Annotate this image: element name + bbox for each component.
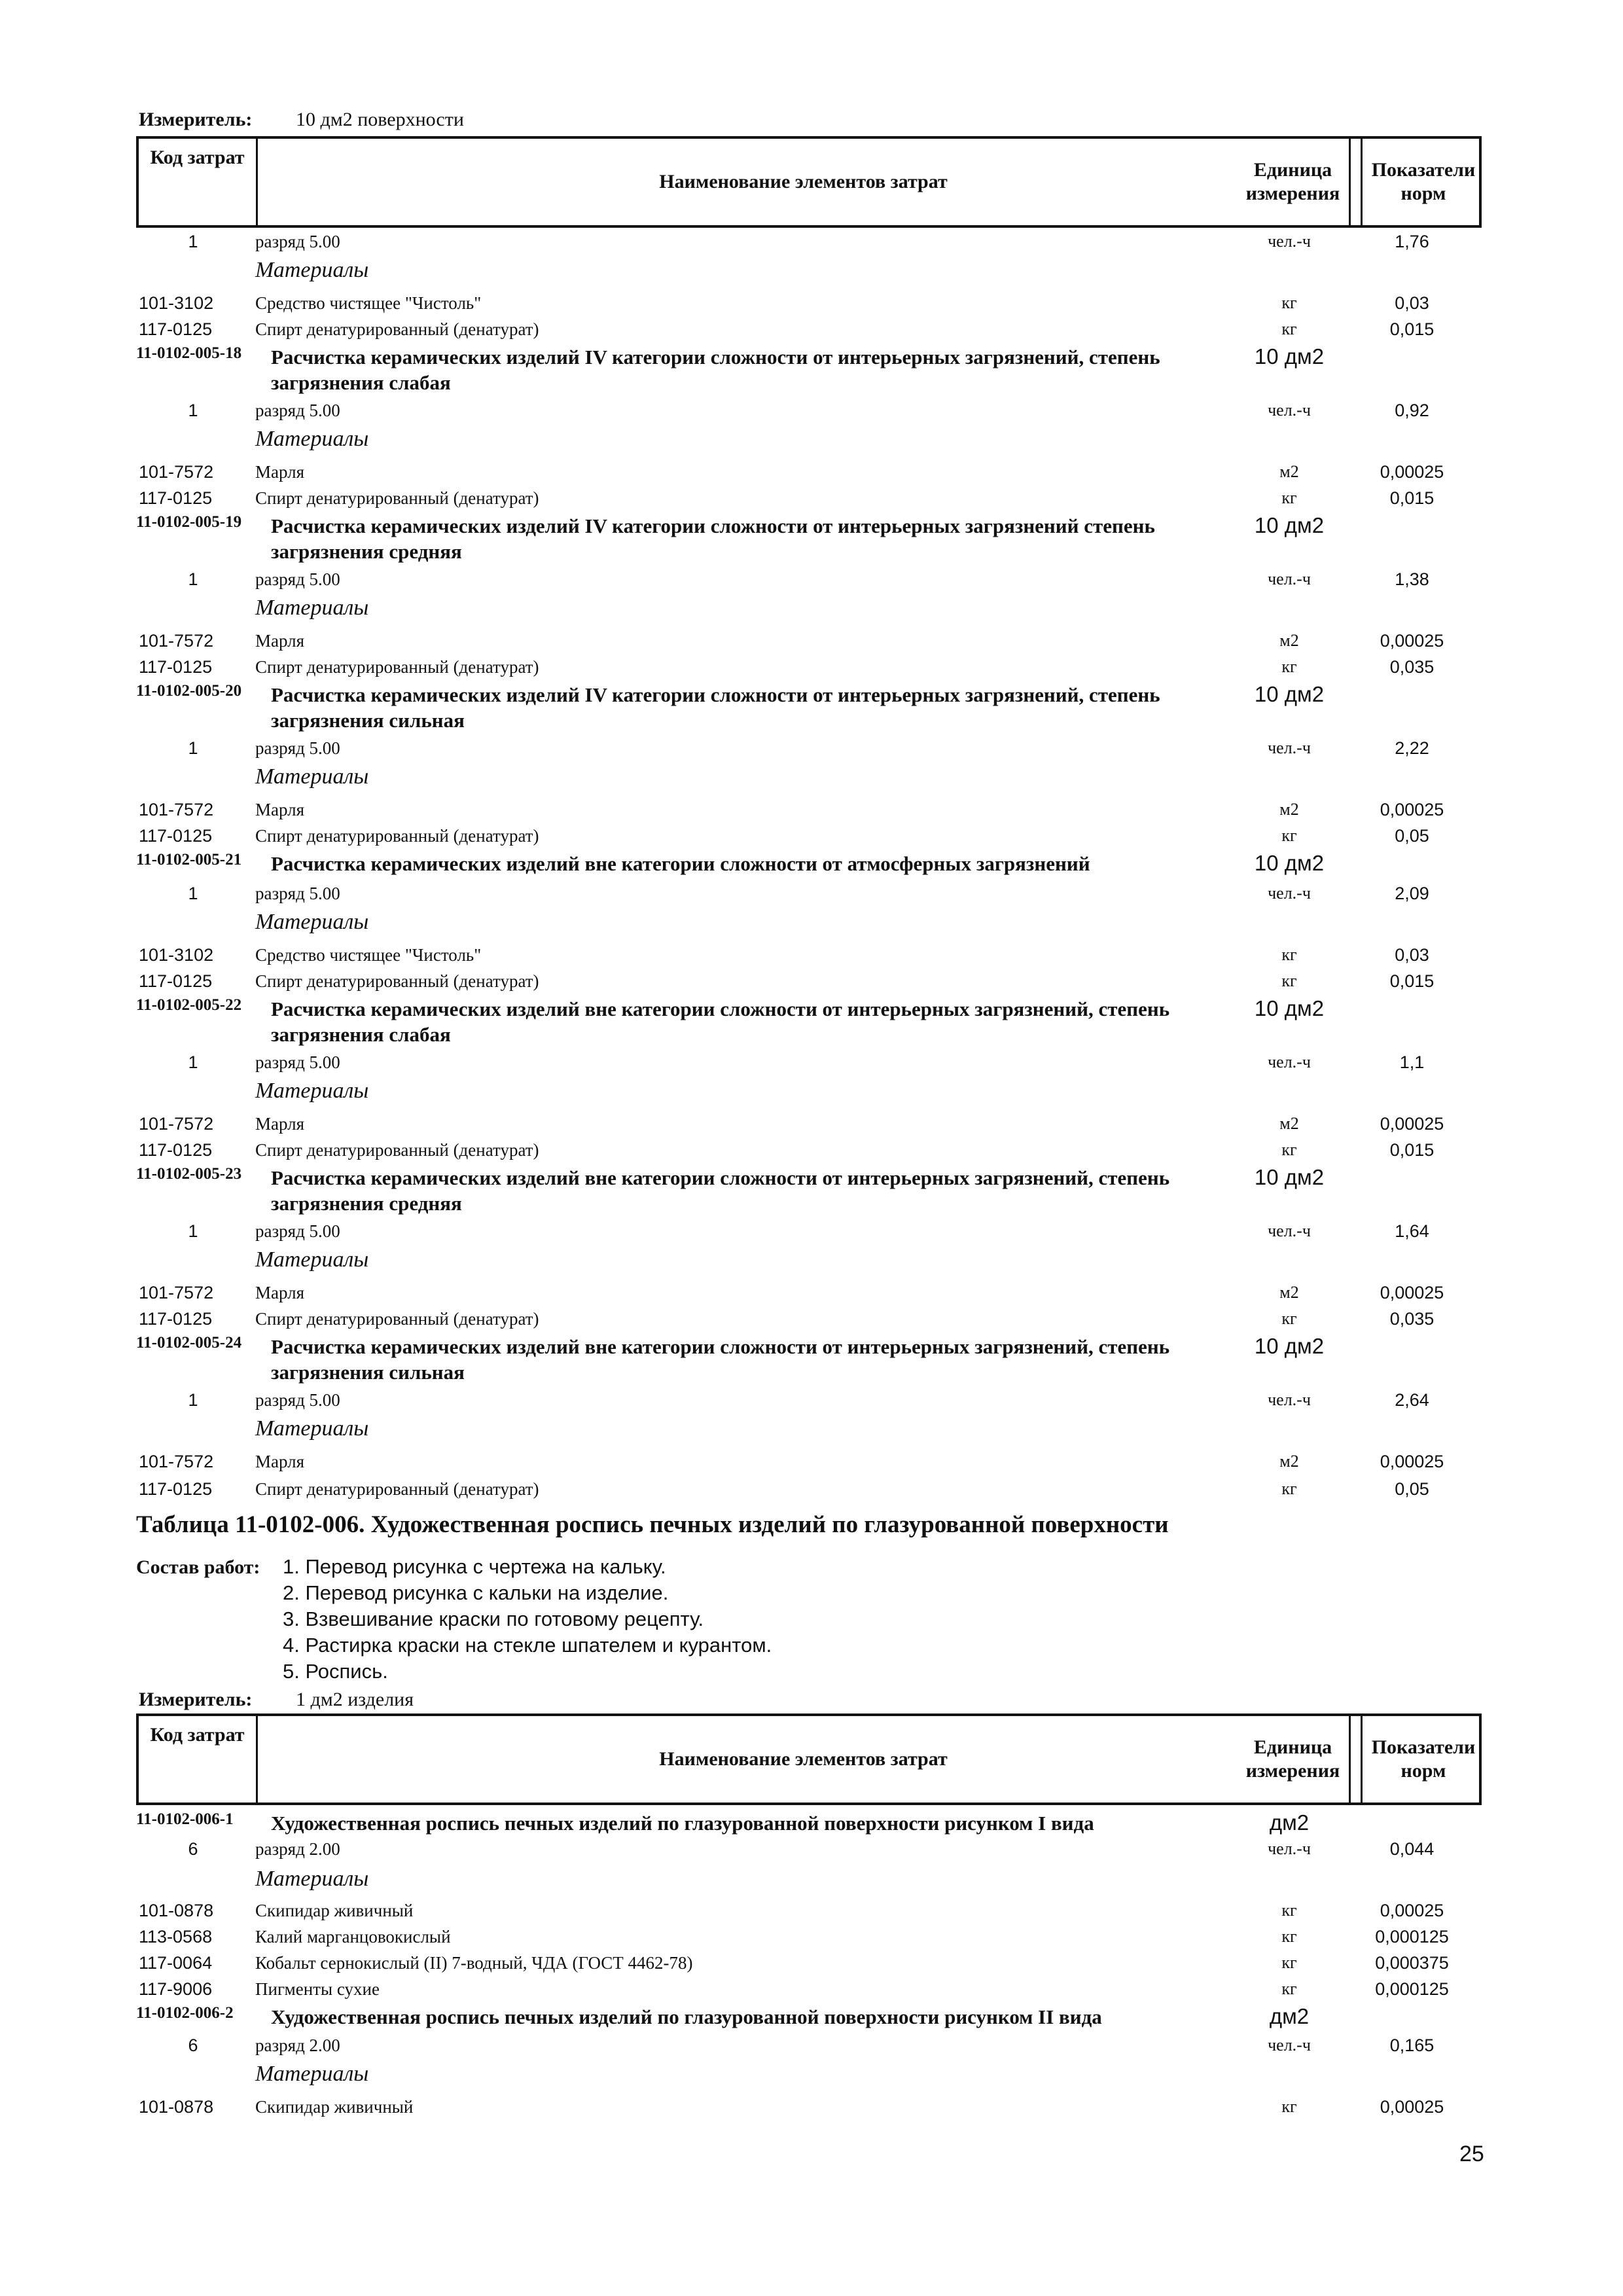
table-row: 1 разряд 5.00 чел.-ч 1,38 xyxy=(188,569,1429,589)
header-code: Код затрат xyxy=(139,139,258,225)
table-row: 1 разряд 5.00 чел.-ч 1,64 xyxy=(188,1221,1429,1241)
table-header xyxy=(136,136,1482,228)
materials-heading: Материалы xyxy=(255,427,369,451)
table-row: 101-7572 Марля м2 0,00025 xyxy=(139,800,1444,819)
work-item: 3. Взвешивание краски по готовому рецепту. xyxy=(283,1607,704,1630)
works-label: Состав работ: xyxy=(136,1556,260,1578)
measure-label: Измеритель: xyxy=(139,109,253,130)
work-item: 2. Перевод рисунка с кальки на изделие. xyxy=(283,1581,669,1604)
work-item: 4. Растирка краски на стекле шпателем и курантом. xyxy=(283,1634,772,1657)
header-name: Наименование элементов затрат xyxy=(258,139,1351,225)
header-unit: Единица измерения xyxy=(1225,1716,1363,1803)
work-item: 5. Роспись. xyxy=(283,1660,388,1683)
table-row: 101-7572 Марля м2 0,00025 xyxy=(139,1452,1444,1471)
table-row: 1 разряд 5.00 чел.-ч 2,22 xyxy=(188,738,1429,758)
table-row: 117-9006 Пигменты сухие кг 0,000125 xyxy=(139,1979,1449,1999)
table-row: 101-0878 Скипидар живичный кг 0,00025 xyxy=(139,2097,1444,2117)
table-row: 101-7572 Марля м2 0,00025 xyxy=(139,462,1444,482)
table-row: 117-0125 Спирт денатурированный (денатурат) кг 0,015 xyxy=(139,319,1435,339)
header-code: Код затрат xyxy=(139,1716,258,1803)
table-row: 6 разряд 2.00 чел.-ч 0,165 xyxy=(188,2036,1435,2055)
table-row: 117-0125 Спирт денатурированный (денатурат) кг 0,035 xyxy=(139,1309,1435,1329)
table-row: 101-3102 Средство чистящее "Чистоль" кг 0,03 xyxy=(139,293,1429,313)
table-row: 1 разряд 5.00 чел.-ч 2,64 xyxy=(188,1390,1429,1410)
header-name: Наименование элементов затрат xyxy=(258,1716,1351,1803)
table-row: 1 разряд 5.00 чел.-ч 1,1 xyxy=(188,1052,1425,1072)
materials-heading: Материалы xyxy=(255,1867,369,1891)
measure-value: 1 дм2 изделия xyxy=(296,1689,414,1710)
header-norm: Показатели норм xyxy=(1371,159,1476,204)
materials-heading: Материалы xyxy=(255,1079,369,1103)
materials-heading: Материалы xyxy=(255,910,369,934)
table-row: 101-7572 Марля м2 0,00025 xyxy=(139,631,1444,651)
table-row: 117-0125 Спирт денатурированный (денатурат) кг 0,035 xyxy=(139,657,1435,677)
table-row: 101-7572 Марля м2 0,00025 xyxy=(139,1114,1444,1134)
work-item: 1. Перевод рисунка с чертежа на кальку. xyxy=(283,1555,666,1578)
materials-heading: Материалы xyxy=(255,258,369,282)
measure-label: Измеритель: xyxy=(139,1689,253,1710)
table-row: 117-0125 Спирт денатурированный (денатурат) кг 0,015 xyxy=(139,971,1435,991)
table-row: 1 разряд 5.00 чел.-ч 0,92 xyxy=(188,401,1429,420)
measure-line xyxy=(139,109,464,131)
table-row: 117-0125 Спирт денатурированный (денатурат) кг 0,05 xyxy=(139,1479,1429,1499)
materials-heading: Материалы xyxy=(255,2062,369,2086)
table-row: 1 разряд 5.00 чел.-ч 2,09 xyxy=(188,884,1429,903)
table-row: 117-0064 Кобальт сернокислый (II) 7-водный, ЧДА (ГОСТ 4462-78) кг 0,000375 xyxy=(139,1953,1449,1973)
table-row: 1 разряд 5.00 чел.-ч 1,76 xyxy=(188,232,1429,251)
table-title: Таблица 11-0102-006. Художественная роспись печных изделий по глазурованной поверхности xyxy=(136,1511,1169,1538)
header-norm: Показатели норм xyxy=(1371,1736,1476,1782)
table-row: 101-0878 Скипидар живичный кг 0,00025 xyxy=(139,1901,1444,1920)
table-row: 117-0125 Спирт денатурированный (денатурат) кг 0,05 xyxy=(139,826,1429,846)
measure-line xyxy=(139,1689,414,1711)
materials-heading: Материалы xyxy=(255,1416,369,1441)
materials-heading: Материалы xyxy=(255,596,369,620)
table-row: 101-7572 Марля м2 0,00025 xyxy=(139,1283,1444,1302)
table-row: 117-0125 Спирт денатурированный (денатурат) кг 0,015 xyxy=(139,1140,1435,1160)
measure-value: 10 дм2 поверхности xyxy=(296,109,464,130)
page-number: 25 xyxy=(1459,2142,1484,2166)
table-row: 113-0568 Калий марганцовокислый кг 0,000125 xyxy=(139,1927,1449,1946)
materials-heading: Материалы xyxy=(255,764,369,789)
header-unit: Единица измерения xyxy=(1225,139,1363,225)
table-header xyxy=(136,1713,1482,1805)
materials-heading: Материалы xyxy=(255,1247,369,1272)
table-row: 117-0125 Спирт денатурированный (денатурат) кг 0,015 xyxy=(139,488,1435,508)
table-row: 101-3102 Средство чистящее "Чистоль" кг 0,03 xyxy=(139,945,1429,965)
table-row: 6 разряд 2.00 чел.-ч 0,044 xyxy=(188,1839,1435,1859)
